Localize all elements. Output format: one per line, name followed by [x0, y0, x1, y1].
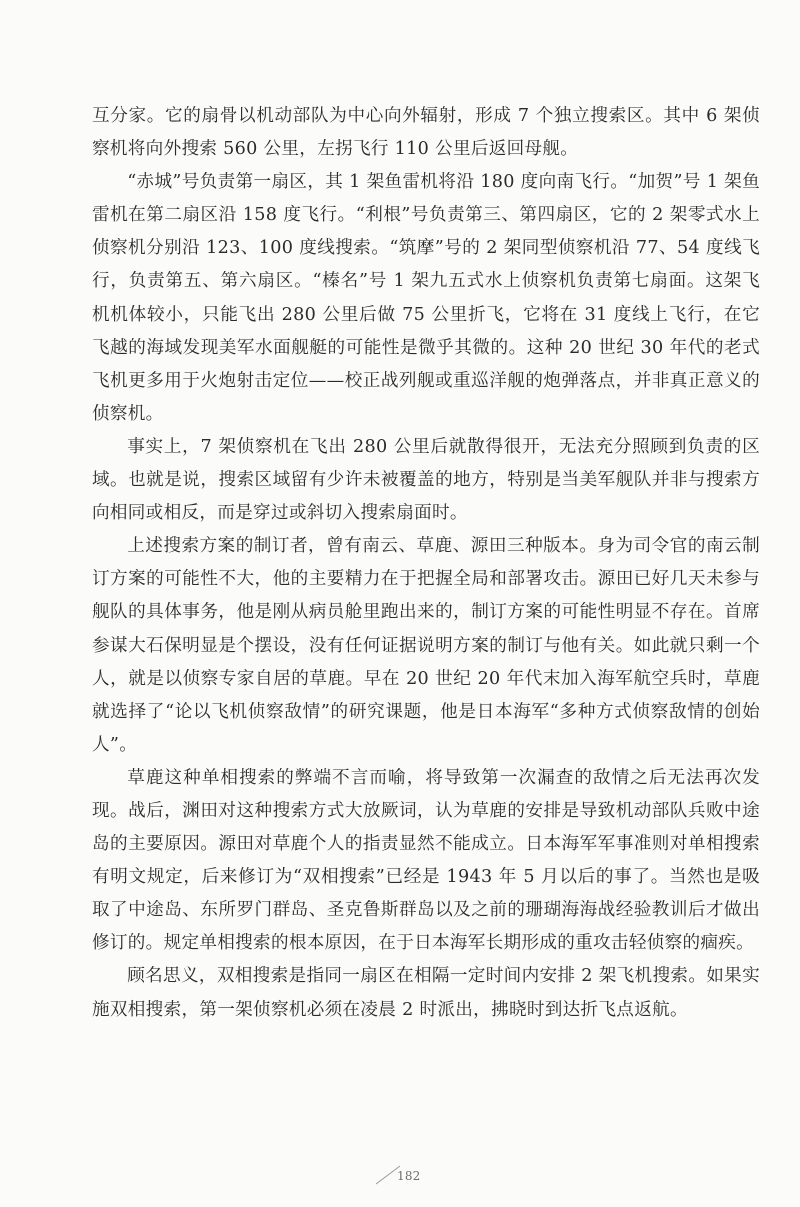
paragraph-2: “赤城”号负责第一扇区，其 1 架鱼雷机将沿 180 度向南飞行。“加贺”号 1 架鱼雷机在第二扇区沿 158 度飞行。“利根”号负责第三、第四扇区，它的 2 架零式水上侦察机分别沿 123、100 度线搜索。“筑摩”号的 2 架同型侦察机沿 77、54 度线飞行，负责第五、第六扇区。“榛名”号 1 架九五式水上侦察机负责第七扇面。这架飞机机体较小，只能飞出 280 公里后做 75 公里折飞，它将在 31 度线上飞行，在它飞越的海域发现美军水面舰艇的可能性是微乎其微的。这种 20 世纪 30 年代的老式飞机更多用于火炮射击定位——校正战列舰或重巡洋舰的炮弹落点，并非真正意义的侦察机。 [92, 172, 760, 424]
paragraph-1: 互分家。它的扇骨以机动部队为中心向外辐射，形成 7 个独立搜索区。其中 6 架侦察机将向外搜索 560 公里，左拐飞行 110 公里后返回母舰。 [92, 106, 760, 160]
body-text [92, 100, 760, 1027]
paragraph-3: 事实上，7 架侦察机在飞出 280 公里后就散得很开，无法充分照顾到负责的区域。也就是说，搜索区域留有少许未被覆盖的地方，特别是当美军舰队并非与搜索方向相同或相反，而是穿过或斜切入搜索扇面时。 [92, 436, 760, 524]
page-number: 182 [397, 1169, 421, 1183]
paragraph-6: 顾名思义，双相搜索是指同一扇区在相隔一定时间内安排 2 架飞机搜索。如果实施双相搜索，第一架侦察机必须在凌晨 2 时派出，拂晓时到达折飞点返航。 [92, 966, 760, 1020]
paragraph-4: 上述搜索方案的制订者，曾有南云、草鹿、源田三种版本。身为司令官的南云制订方案的可能性不大，他的主要精力在于把握全局和部署攻击。源田已好几天未参与舰队的具体事务，他是刚从病员舱里跑出来的，制订方案的可能性明显不存在。首席参谋大石保明显是个摆设，没有任何证据说明方案的制订与他有关。如此就只剩一个人，就是以侦察专家自居的草鹿。早在 20 世纪 20 年代末加入海军航空兵时，草鹿就选择了“论以飞机侦察敌情”的研究课题，他是日本海军“多种方式侦察敌情的创始人”。 [92, 536, 760, 755]
paragraph-5: 草鹿这种单相搜索的弊端不言而喻，将导致第一次漏查的敌情之后无法再次发现。战后，渊田对这种搜索方式大放厥词，认为草鹿的安排是导致机动部队兵败中途岛的主要原因。源田对草鹿个人的指责显然不能成立。日本海军军事准则对单相搜索有明文规定，后来修订为“双相搜索”已经是 1943 年 5 月以后的事了。当然也是吸取了中途岛、东所罗门群岛、圣克鲁斯群岛以及之前的珊瑚海海战经验教训后才做出修订的。规定单相搜索的根本原因，在于日本海军长期形成的重攻击轻侦察的痼疾。 [92, 767, 760, 954]
